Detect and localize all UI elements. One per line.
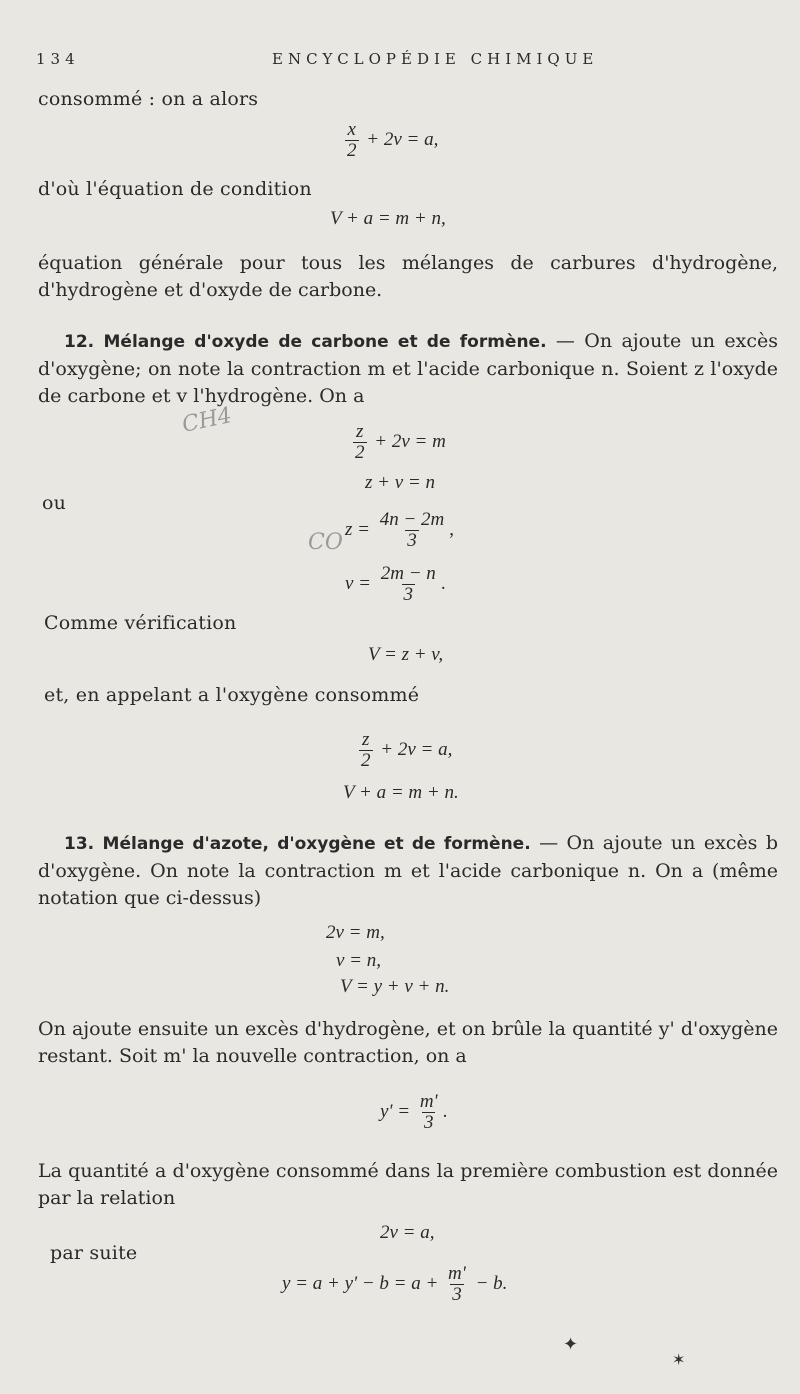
equation-9: V + a = m + n.	[343, 782, 459, 803]
ink-mark: ✶	[672, 1350, 686, 1369]
equation-rest: + 2v = m	[374, 430, 446, 452]
fraction-numerator: x	[347, 119, 356, 140]
fraction-numerator: z	[362, 729, 370, 750]
pencil-annotation: CH4	[179, 403, 235, 438]
equation-rest: + 2v = a,	[380, 738, 453, 760]
fraction-numerator: m'	[419, 1091, 438, 1112]
equation-15	[282, 1264, 507, 1305]
equation-end: − b.	[475, 1272, 508, 1294]
equation-10: 2v = m,	[326, 922, 385, 943]
equation-14: 2v = a,	[380, 1222, 435, 1243]
ink-mark: ✦	[563, 1334, 579, 1355]
equation-5	[345, 510, 454, 551]
running-title: ENCYCLOPÉDIE CHIMIQUE	[272, 50, 599, 68]
text-line: d'où l'équation de condition	[38, 178, 312, 200]
text-line: consommé : on a alors	[38, 88, 259, 110]
text-line: Comme vérification	[44, 612, 237, 634]
equation-13	[380, 1092, 447, 1133]
equation-2: V + a = m + n,	[330, 208, 446, 229]
fraction-numerator: 4n − 2m	[379, 509, 445, 530]
fraction-denominator: 2	[355, 441, 365, 463]
equation-11: v = n,	[336, 950, 382, 971]
section-body: — On ajoute un excès d'oxygène; on note la contraction m et l'acide carbonique n. Soient z l'oxyde de carbone et v l'hydrogène. On a	[38, 330, 779, 407]
equation-4: z + v = n	[365, 472, 435, 493]
equation-lhs: y = a + y' − b = a +	[282, 1272, 439, 1294]
equation-12: V = y + v + n.	[340, 976, 450, 997]
paragraph: équation générale pour tous les mélanges de carbures d'hydrogène, d'hydrogène et d'oxyde de carbone.	[38, 252, 778, 301]
equation-end: .	[440, 572, 446, 594]
section-12	[38, 328, 778, 410]
section-title: Mélange d'oxyde de carbone et de formène.	[103, 332, 547, 352]
fraction-denominator: 3	[452, 1283, 462, 1305]
fraction-numerator: m'	[448, 1263, 466, 1284]
equation-6	[345, 564, 446, 605]
fraction-numerator: z	[356, 421, 364, 442]
text-line: et, en appelant a l'oxygène consommé	[44, 684, 420, 706]
section-number: 12.	[64, 332, 95, 352]
section-number: 13.	[64, 834, 95, 854]
page-number: 134	[36, 50, 80, 68]
paragraph: On ajoute ensuite un excès d'hydrogène, et on brûle la quantité y' d'oxygène restant. Soit m' la nouvelle contraction, on a	[38, 1018, 778, 1067]
equation-7: V = z + v,	[368, 644, 444, 665]
fraction-denominator: 3	[403, 583, 414, 605]
fraction-denominator: 2	[347, 139, 357, 161]
pencil-annotation: CO	[308, 530, 343, 555]
fraction-denominator: 2	[361, 749, 371, 771]
section-title: Mélange d'azote, d'oxygène et de formène.	[102, 834, 531, 854]
equation-rest: + 2v = a,	[366, 128, 439, 150]
fraction-denominator: 3	[423, 1111, 434, 1133]
equation-3	[350, 422, 446, 463]
section-13	[38, 830, 778, 912]
paragraph: La quantité a d'oxygène consommé dans la première combustion est donnée par la relation	[38, 1160, 778, 1209]
fraction-numerator: 2m − n	[380, 563, 436, 584]
text-line: ou	[42, 492, 67, 514]
section-body: — On ajoute un excès b d'oxygène. On note la contraction m et l'acide carbonique n. On a (même notation que ci-dessus)	[38, 832, 778, 909]
equation-end: .	[442, 1100, 448, 1122]
equation-1	[342, 120, 438, 161]
equation-lhs: v =	[345, 572, 372, 594]
fraction-denominator: 3	[407, 529, 417, 551]
equation-lhs: y' =	[380, 1100, 411, 1122]
equation-lhs: z =	[345, 518, 370, 540]
equation-end: ,	[449, 518, 455, 540]
equation-8	[356, 730, 452, 771]
text-line: par suite	[50, 1242, 138, 1264]
